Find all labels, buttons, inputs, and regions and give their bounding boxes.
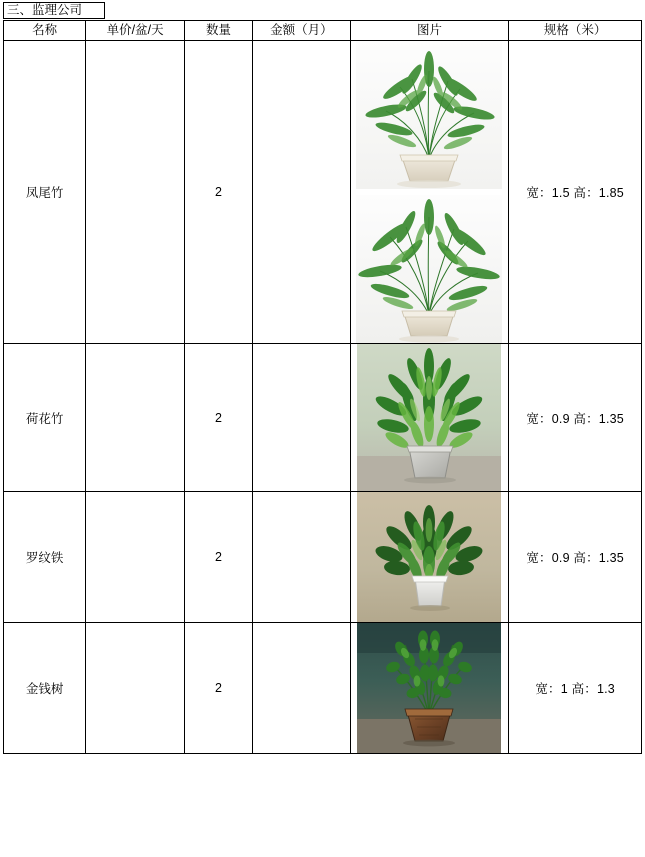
cell-spec: 宽：0.9 高：1.35 xyxy=(509,344,642,492)
cell-plant-name: 荷花竹 xyxy=(4,344,86,492)
cell-unit-price xyxy=(86,623,184,754)
table-row xyxy=(4,344,642,492)
cell-unit-price xyxy=(86,41,184,344)
cell-plant-name: 凤尾竹 xyxy=(4,41,86,344)
photo-stack xyxy=(351,492,509,622)
section-title xyxy=(3,2,105,19)
photo-stack xyxy=(351,41,509,343)
cell-quantity: 2 xyxy=(184,344,252,492)
cell-amount xyxy=(253,344,350,492)
table-header-row xyxy=(4,21,642,41)
table-row xyxy=(4,623,642,754)
table-row xyxy=(4,492,642,623)
cell-unit-price xyxy=(86,344,184,492)
cell-amount xyxy=(253,492,350,623)
cell-spec: 宽：0.9 高：1.35 xyxy=(509,492,642,623)
table-row xyxy=(4,41,642,344)
column-header-unit-price: 单价/盆/天 xyxy=(86,21,184,41)
column-header-name: 名称 xyxy=(4,21,86,41)
zz-plant-photo xyxy=(357,623,501,753)
cell-plant-name: 罗纹铁 xyxy=(4,492,86,623)
column-header-picture: 图片 xyxy=(350,21,509,41)
column-header-quantity: 数量 xyxy=(184,21,252,41)
areca-palm-photo-1 xyxy=(356,41,502,189)
dracaena-photo xyxy=(357,344,501,491)
column-header-spec: 规格（米） xyxy=(509,21,642,41)
table-body xyxy=(4,41,642,754)
photo-stack xyxy=(351,623,509,753)
cell-picture xyxy=(350,344,509,492)
section-title-text: 三、监理公司 xyxy=(7,3,83,18)
cell-unit-price xyxy=(86,492,184,623)
cell-amount xyxy=(253,623,350,754)
cell-quantity: 2 xyxy=(184,41,252,344)
plant-rental-table xyxy=(3,20,642,754)
cell-picture xyxy=(350,492,509,623)
cell-amount xyxy=(253,41,350,344)
photo-stack xyxy=(351,344,509,491)
cell-quantity: 2 xyxy=(184,492,252,623)
dracaena-deremensis-photo xyxy=(357,492,501,622)
table-header xyxy=(4,21,642,41)
cell-picture xyxy=(350,623,509,754)
column-header-amount: 金额（月） xyxy=(253,21,350,41)
cell-plant-name: 金钱树 xyxy=(4,623,86,754)
cell-spec: 宽：1.5 高：1.85 xyxy=(509,41,642,344)
cell-spec: 宽：1 高：1.3 xyxy=(509,623,642,754)
areca-palm-photo-2 xyxy=(356,195,502,343)
cell-picture xyxy=(350,41,509,344)
cell-quantity: 2 xyxy=(184,623,252,754)
